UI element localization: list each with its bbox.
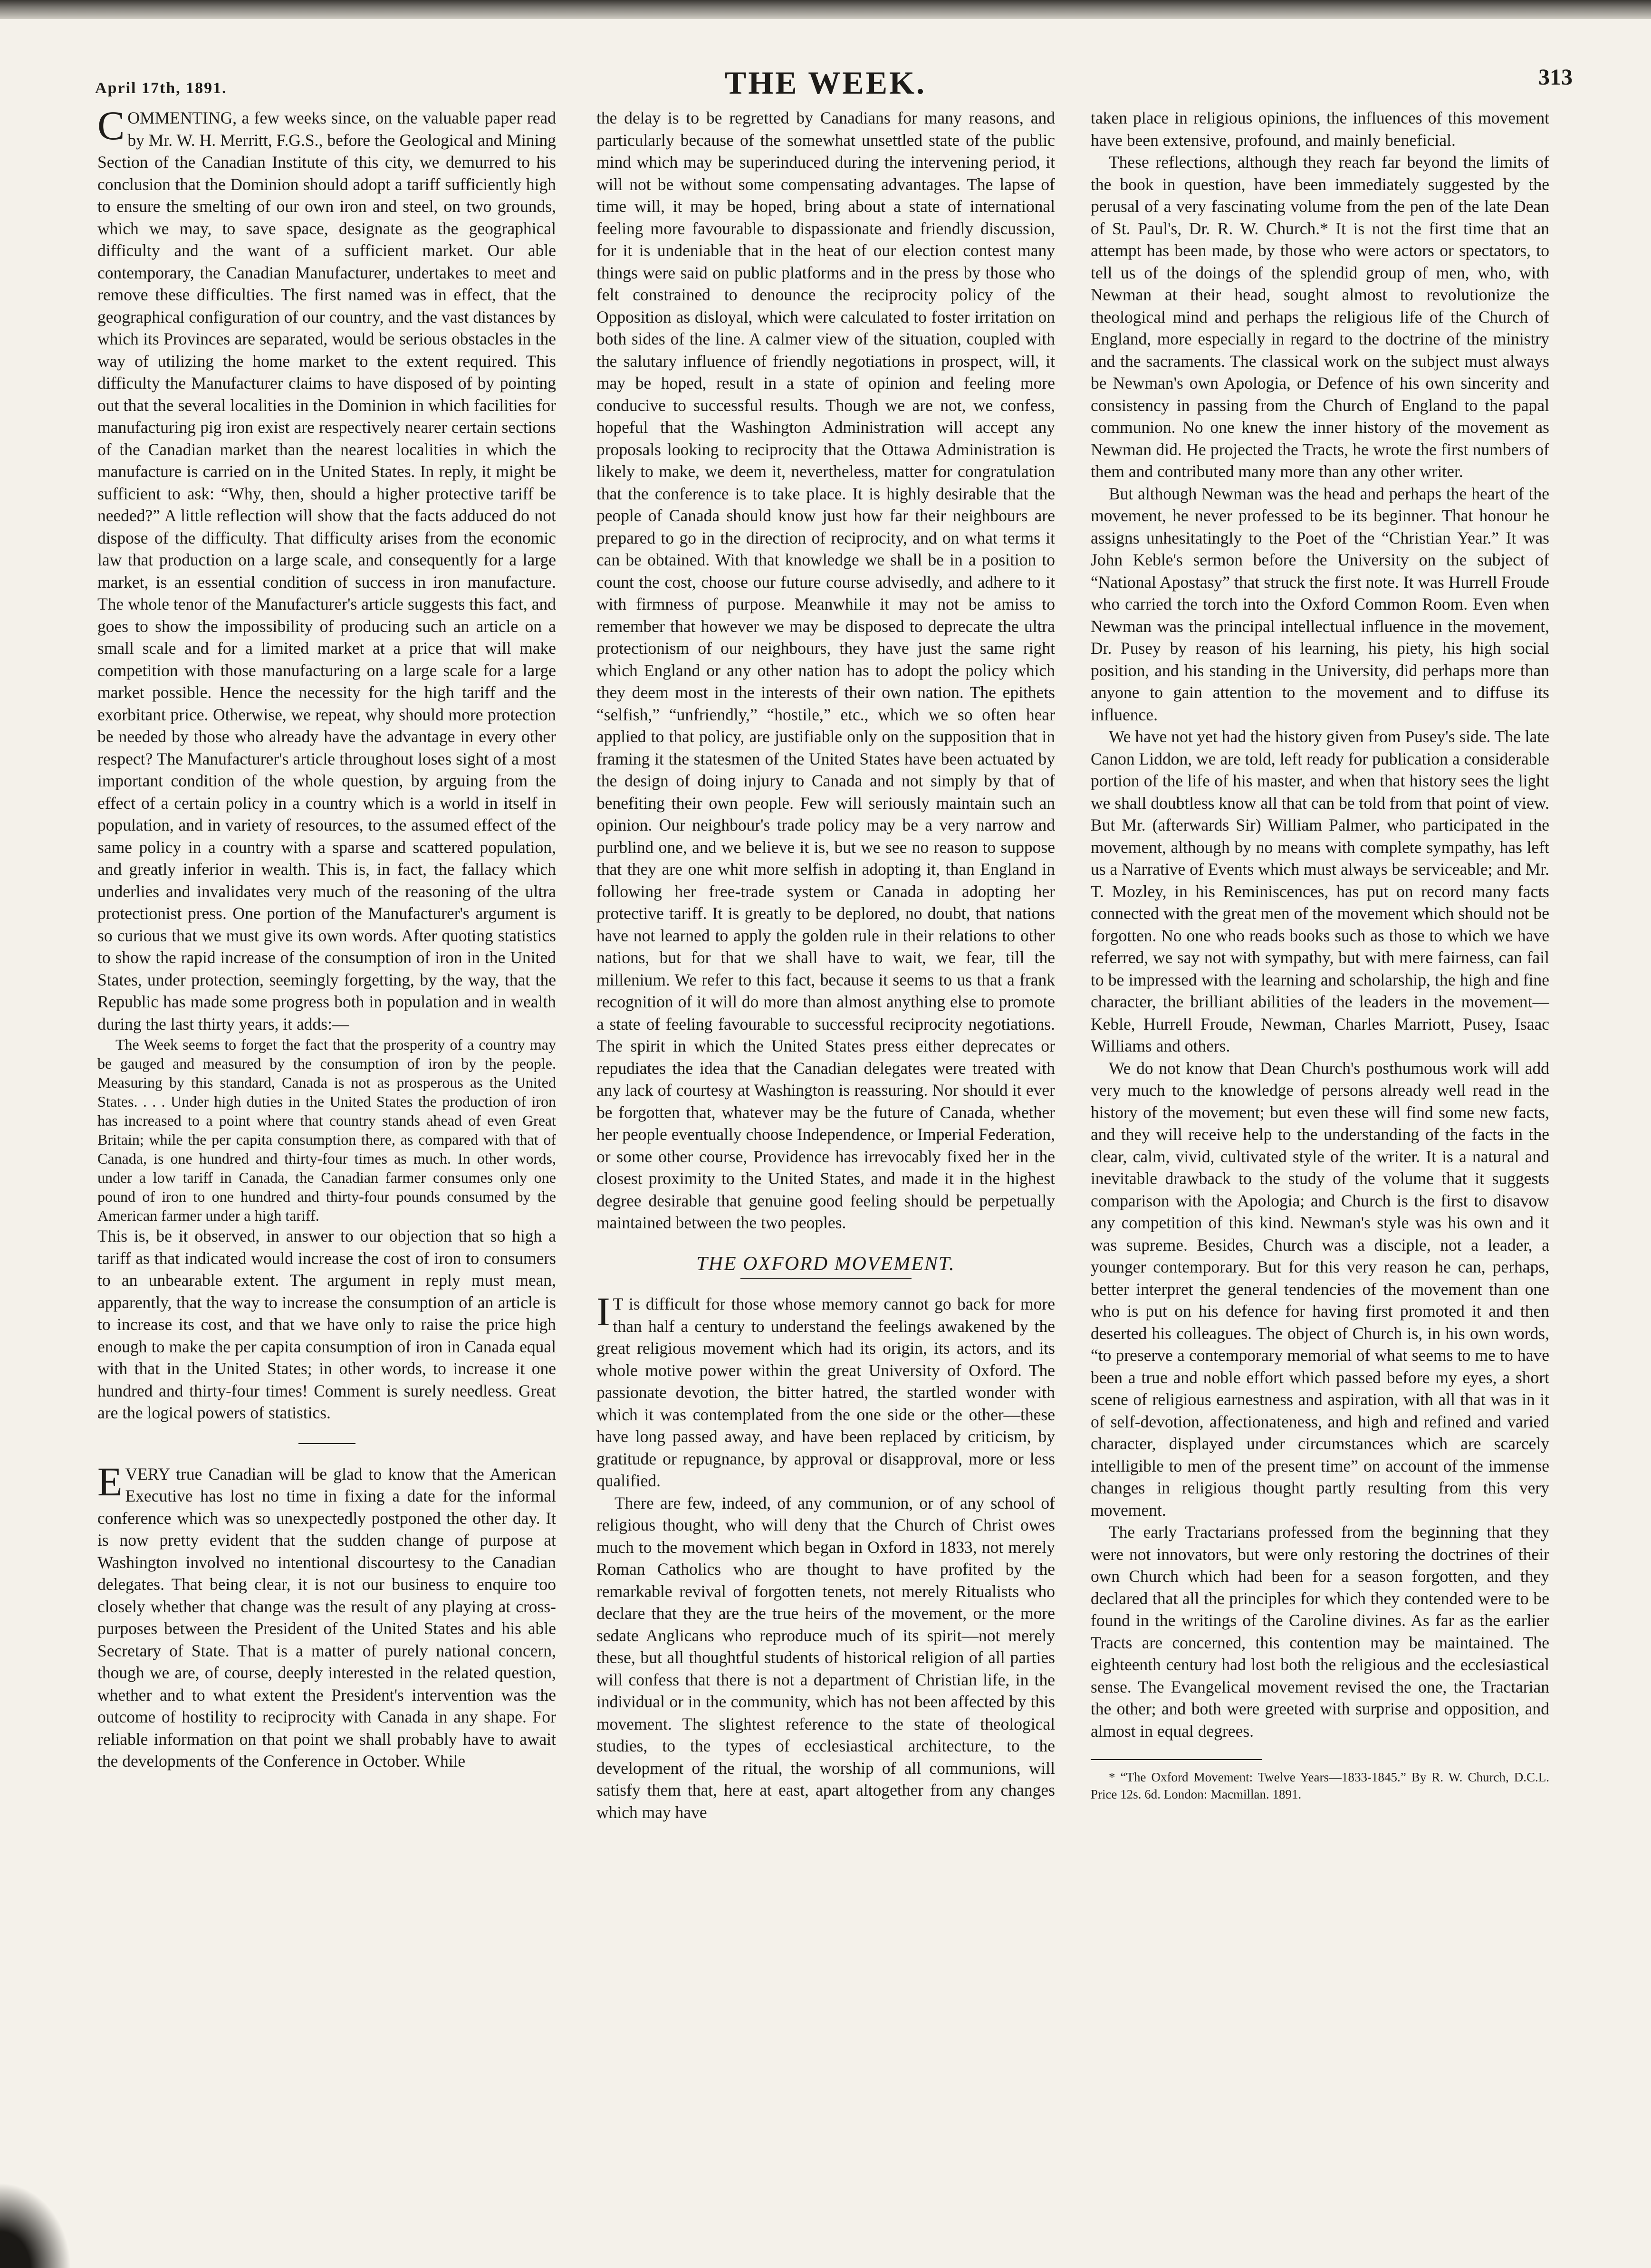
oxford-paragraph: There are few, indeed, of any communion, or of any school of religious thought, who will deny that the Church of Christ owes much to the movement which began in Oxford in 1833, not merely Roman Catholics who are thought to have profited by the remarkable revival of forgotten tenets, not merely Ritualists who declare that they are the true heirs of the movement, or the more sedate Anglicans who reproduce much of its spirit—not merely these, but all thoughtful students of historical religion of all parties will confess that there is not a department of Christian life, in the individual or in the community, which has not been affected by this movement. The slightest reference to the state of theological studies, to the types of ecclesiastical architecture, to the development of the ritual, the worship of all communions, will satisfy them that, here at east, apart altogether from any changes which may have bbox=[596, 1493, 1055, 1822]
publication-title: THE WEEK. bbox=[725, 65, 926, 101]
footnote: * “The Oxford Movement: Twelve Years—1833-1845.” By R. W. Church, D.C.L. Price 12s. 6d. London: Macmillan. 1891. bbox=[1091, 1770, 1549, 1801]
drop-cap: I bbox=[596, 1289, 610, 1334]
oxford-paragraph: I T is difficult for those whose memory cannot go back for more than half a century to understand the feelings awakened by the great religious movement which had its origin, its actors, and its whole motive power within the great University of Oxford. The passionate devotion, the bitter hatred, the startled wonder with which it was contemplated from the one side or the other—these have long passed away, and have been replaced by criticism, by gratitude or repugnance, by approval or disapproval, more or less qualified. bbox=[596, 1289, 1055, 1490]
oxford-paragraph: The early Tractarians professed from the beginning that they were not innovators, but were only restoring the doctrines of their own Church which had been for a season forgotten, and they declared that all the principles for which they contended were to be found in the writings of the Caroline divines. As far as the earlier Tracts are concerned, this contention may be maintained. The eighteenth century had lost both the religious and the ecclesiastical sense. The Evangelical movement revised the one, the Tractarian the other; and both were greeted with surprise and opposition, and almost in equal degrees. bbox=[1091, 1522, 1549, 1741]
page-top-edge bbox=[0, 0, 1651, 19]
page-corner-blot bbox=[0, 2182, 71, 2268]
article-tariff-paragraph: COMMENTING, a few weeks since, on the valuable paper read by Mr. W. H. Merritt, F.G.S., before the Geological and Mining Section of the Canadian Institute of this city, we demurred to his conclusion that the Dominion should adopt a tariff sufficiently high to ensure the smelting of our own iron and steel, on two grounds, which we may, to save space, designate as the geographical difficulty and the want of a sufficient market. Our able contemporary, the Canadian Manufacturer, undertakes to meet and remove these difficulties. The first named was in effect, that the geographical configuration of our country, and the vast distances by which its Provinces are separated, would be serious obstacles in the way of utilizing the home market to the extent required. This difficulty the Manufacturer claims to have disposed of by pointing out that the several localities in the Dominion in which facilities for manufacturing pig iron exist are respectively nearer certain sections of the Canadian market than the nearest localities in which the manufacture is carried on in the United States. In reply, it might be sufficient to ask: “Why, then, should a higher protective tariff be needed?” A little reflection will show that the facts adduced do not dispose of the difficulty. That difficulty arises from the economic law that production on a large scale, and consequently for a large market, is an essential condition of success in iron manufacture. The whole tenor of the Manufacturer's article suggests this fact, and goes to show the impossibility of producing such an article on a small scale and for a limited market at a price that will make competition with those manufacturing on a large scale for a large market possible. Hence the necessity for the high tariff and the exorbitant price. Otherwise, we repeat, why should more protection be needed by those who already have the advantage in every other respect? The Manufacturer's article throughout loses sight of a most important condition of the whole question, by arguing from the effect of a certain policy in a country which is a world in itself in population, and in variety of resources, to the assumed effect of the same policy in a country with a sparse and scattered population, and greatly inferior in wealth. This is, in fact, the fallacy which underlies and invalidates very much of the reasoning of the ultra protectionist press. One portion of the Manufacturer's argument is so curious that we must give its own words. After quoting statistics to show the rapid increase of the consumption of iron in the United States, under protection, seemingly forgetting, by the way, that the Republic has made some progress both in population and in wealth during the last thirty years, it adds:— bbox=[97, 107, 556, 1034]
column-2 bbox=[596, 107, 1055, 2217]
article-washington-paragraph: EVERY true Canadian will be glad to know that the American Executive has lost no time in fixing a date for the informal conference which was so unexpectedly postponed the other day. It is now pretty evident that the sudden change of purpose at Washington involved no intentional discourtesy to the Canadian delegates. That being clear, it is not our business to enquire too closely whether that change was the result of any playing at cross-purposes between the President of the United States and his able Secretary of State. That is a matter of purely national concern, though we are, of course, deeply interested in the related question, whether and to what extent the President's intervention was the outcome of hostility to reciprocity with Canada in any shape. For reliable information on that point we shall probably have to await the developments of the Conference in October. While bbox=[97, 1458, 556, 1770]
section-divider bbox=[298, 1443, 355, 1444]
title-underline bbox=[740, 1278, 912, 1279]
drop-cap: E bbox=[97, 1458, 123, 1504]
manufacturer-quote: The Week seems to forget the fact that the prosperity of a country may be gauged and measured by the consumption of iron by the people. Measuring by this standard, Canada is not as prosperous as the United States. . . . Under high duties in the United States the production of iron has increased to a point where that country stands ahead of even Great Britain; while the per capita consumption there, as compared with that of Canada, is one hundred and thirty-four times as much. In other words, under a low tariff in Canada, the Canadian farmer consumes only one pound of iron to one hundred and thirty-four pounds consumed by the American farmer under a high tariff. bbox=[97, 1036, 556, 1224]
section-title-oxford-movement: THE OXFORD MOVEMENT. bbox=[696, 1253, 955, 1275]
page-header bbox=[0, 55, 1651, 107]
footnote-rule bbox=[1091, 1759, 1262, 1760]
article-washington-continued: the delay is to be regretted by Canadians for many reasons, and particularly because of the somewhat unsettled state of the public mind which may be superinduced during the intervening period, it will not be without some compensating advantages. The lapse of time will, it may be hoped, bring about a state of international feeling more favourable to dispassionate and friendly discussion, for it is undeniable that in the heat of our election contest many things were said on public platforms and in the press by those who felt constrained to denounce the reciprocity policy of the Opposition as disloyal, which were calculated to foster irritation on both sides of the line. A calmer view of the situation, coupled with the salutary influence of friendly negotiations in prospect, will, it may be hoped, result in a state of opinion and feeling more conducive to successful results. Though we are not, we confess, hopeful that the Washington Administration will accept any proposals looking to reciprocity that the Ottawa Administration is likely to make, we deem it, nevertheless, matter for congratulation that the conference is to take place. It is highly desirable that the people of Canada should know just how far their neighbours are prepared to go in the direction of reciprocity, and on what terms it can be obtained. With that knowledge we shall be in a position to count the cost, choose our future course advisedly, and adhere to it with firmness of purpose. Meanwhile it may not be amiss to remember that however we may be disposed to deprecate the ultra protectionism of our neighbours, they have just the same right which England or any other nation has to adopt the policy which they deem most in the interests of their own nation. The epithets “selfish,” “unfriendly,” “hostile,” etc., which we so often hear applied to that policy, are justifiable only on the supposition that in framing it the statesmen of the United States have been actuated by the design of doing injury to Canada and not simply by that of benefiting their own people. Few will seriously maintain such an opinion. Our neighbour's trade policy may be a very narrow and purblind one, and we believe it is, but we see no reason to suppose that they are one whit more selfish in adopting it, than England in following her free-trade system or Canada in adopting her protective tariff. It is greatly to be deplored, no doubt, that nations have not learned to apply the golden rule in their relations to other nations, but for that we shall have to wait, we fear, till the millenium. We refer to this fact, because it seems to us that a frank recognition of it will do more than almost anything else to promote a state of feeling favourable to successful reciprocity negotiations. The spirit in which the United States press either deprecates or repudiates the idea that the Canadian delegates were treated with any lack of courtesy at Washington is reassuring. Nor should it ever be forgotten that, whatever may be the future of Canada, whether her people eventually choose Independence, or Imperial Federation, or some other course, Providence has irrevocably fixed her in the closest proximity to the United States, and made it in the highest degree desirable that genuine good feeling should be perpetually maintained between the two peoples. bbox=[596, 108, 1055, 1232]
oxford-paragraph: But although Newman was the head and perhaps the heart of the movement, he never professed to be its beginner. That honour he assigns unhesitatingly to the Poet of the “Christian Year.” It was John Keble's sermon before the University on the subject of “National Apostasy” that struck the first note. It was Hurrell Froude who carried the torch into the Oxford Common Room. Even when Newman was the principal intellectual influence in the movement, Dr. Pusey by reason of his learning, his piety, his high social position, and his standing in the University, did perhaps more than anyone to gain attention to the movement and to diffuse its influence. bbox=[1091, 484, 1549, 724]
oxford-paragraph: We do not know that Dean Church's posthumous work will add very much to the knowledge of persons already well read in the history of the movement; but even these will find some new facts, and they will receive help to the understanding of the facts in the clear, calm, vivid, cultivated style of the writer. It is a natural and inevitable drawback to the study of the volume that it suggests comparison with the Apologia; and Church is the first to disavow any competition of this kind. Newman's style was his own and it was supreme. Besides, Church was a disciple, not a leader, a younger contemporary. But for this very reason he can, perhaps, better interpret the general tendencies of the movement than one who is put on his defence for having first promoted it and then deserted his colleagues. The object of Church is, in his own words, “to preserve a contemporary memorial of what seems to me to have been a true and noble effort which passed before my eyes, a short scene of religious earnestness and aspiration, with all that was in it of self-devotion, affectionateness, and high and refined and varied character, displayed under circumstances which are scarcely intelligible to men of the present time” on account of the immense changes in religious thought partly resulting from this very movement. bbox=[1091, 1058, 1549, 1520]
column-3 bbox=[1091, 107, 1549, 2217]
oxford-paragraph: taken place in religious opinions, the influences of this movement have been extensive, profound, and mainly beneficial. bbox=[1091, 108, 1549, 150]
oxford-paragraph: These reflections, although they reach far beyond the limits of the book in question, have been immediately suggested by the perusal of a very fascinating volume from the pen of the late Dean of St. Paul's, Dr. R. W. Church.* It is not the first time that an attempt has been made, by those who were actors or spectators, to tell us of the doings of the splendid group of men, who, with Newman at their head, sought almost to revolutionize the theological mind and perhaps the religious life of the Church of England, more especially in regard to the doctrine of the ministry and the sacraments. The classical work on the subject must always be Newman's own Apologia, or Defence of his own sincerity and consistency in passing from the Church of England to the papal communion. No one knew the inner history of the movement as Newman did. He projected the Tracts, he wrote the first numbers of them and contributed many more than any other writer. bbox=[1091, 153, 1549, 481]
column-1 bbox=[97, 107, 556, 2217]
issue-date: April 17th, 1891. bbox=[95, 79, 227, 97]
article-tariff-conclusion: This is, be it observed, in answer to our objection that so high a tariff as that indicated would increase the cost of iron to consumers to an unbearable extent. The argument in reply must mean, apparently, that the way to increase the consumption of an article is to increase its cost, and that we have only to raise the price high enough to make the per capita consumption of iron in Canada equal with that in the United States; in other words, to increase it one hundred and thirty-four times! Comment is surely needless. Great are the logical powers of statistics. bbox=[97, 1226, 556, 1422]
drop-cap: C bbox=[97, 107, 125, 148]
oxford-paragraph: We have not yet had the history given from Pusey's side. The late Canon Liddon, we are told, left ready for publication a considerable portion of the life of his master, and when that history sees the light we shall doubtless know all that can be told from that point of view. But Mr. (afterwards Sir) William Palmer, who participated in the movement, although by no means with complete sympathy, has left us a Narrative of Events which must always be serviceable; and Mr. T. Mozley, in his Reminiscences, has put on record many facts connected with the great men of the movement which should not be forgotten. No one who reads books such as those to which we have referred, we say not with sympathy, but with mere fairness, can fail to be impressed with the learning and scholarship, the high and fine character, the brilliant abilities of the leaders in the movement—Keble, Hurrell Froude, Newman, Charles Marriott, Pusey, Isaac Williams and others. bbox=[1091, 727, 1549, 1055]
page-number: 313 bbox=[1538, 65, 1573, 90]
